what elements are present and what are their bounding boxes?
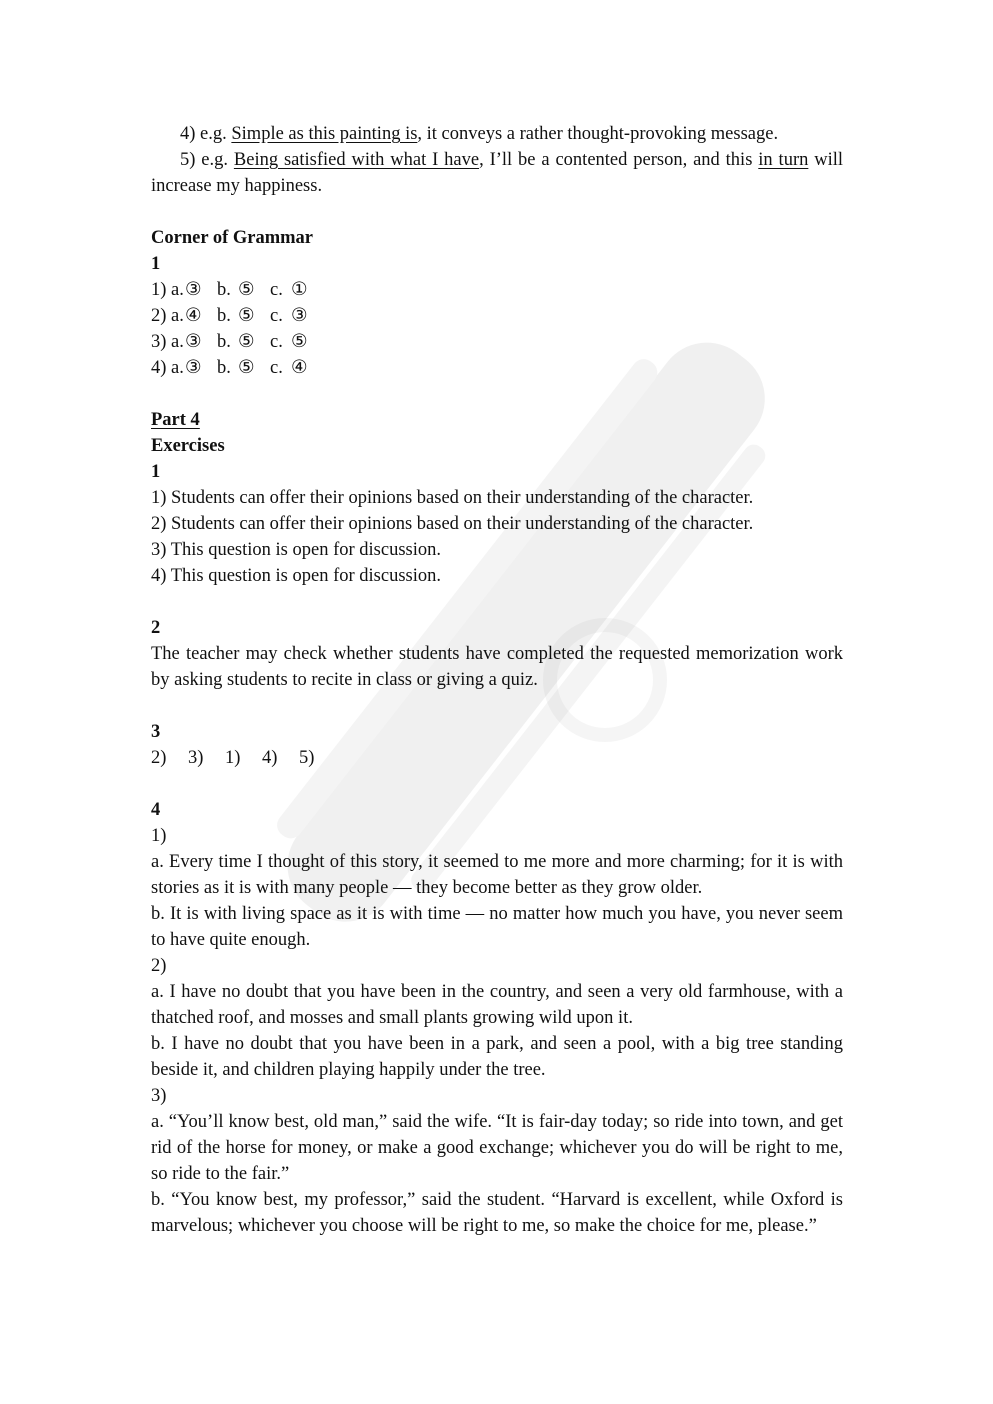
- choice-label: b.: [217, 306, 231, 326]
- grammar-answer-row: [151, 303, 843, 329]
- grammar-answer-list: [151, 277, 843, 381]
- row-label: 1) a.: [151, 280, 184, 300]
- order-item: 3): [188, 748, 204, 768]
- grammar-answer-row: [151, 355, 843, 381]
- choice-label: c.: [270, 358, 283, 378]
- group-label: 1): [151, 826, 167, 846]
- exercise-1-number: 1: [151, 462, 161, 482]
- choice-label: c.: [270, 332, 283, 352]
- group-label: 2): [151, 956, 167, 976]
- answer-c: ①: [291, 280, 308, 300]
- answer-b: ⑤: [238, 306, 255, 326]
- underlined-phrase: in turn: [758, 150, 809, 170]
- exercises-heading: Exercises: [151, 436, 225, 456]
- answer-b: ⑤: [238, 280, 255, 300]
- grammar-answer-row: [151, 277, 843, 303]
- sentence-b: b. I have no doubt that you have been in a park, and seen a pool, with a big tree standing beside it, and children playing happily under the tree.: [151, 1034, 843, 1080]
- row-label: 2) a.: [151, 306, 184, 326]
- grammar-number: 1: [151, 254, 161, 274]
- item-prefix: 5) e.g.: [180, 150, 234, 170]
- sentence-a: a. “You’ll know best, old man,” said the wife. “It is fair-day today; so ride into town, and get rid of the horse for money, or make a good exchange; whichever you do will be right to me, so ride to the fair.”: [151, 1112, 843, 1184]
- answer-b: ⑤: [238, 332, 255, 352]
- intro-item-4: [151, 121, 843, 147]
- list-item: 4) This question is open for discussion.: [151, 566, 441, 586]
- item-text: , I’ll be a contented person, and this: [479, 150, 759, 170]
- choice-label: b.: [217, 280, 231, 300]
- part-heading: Part 4: [151, 410, 200, 430]
- answer-c: ③: [291, 306, 308, 326]
- item-text: , it conveys a rather thought-provoking message.: [417, 124, 779, 144]
- list-item: 3) This question is open for discussion.: [151, 540, 441, 560]
- grammar-heading: Corner of Grammar: [151, 228, 313, 248]
- sentence-b: b. It is with living space as it is with time — no matter how much you have, you never seem to have quite enough.: [151, 904, 843, 950]
- answer-a: ④: [185, 306, 202, 326]
- choice-label: b.: [217, 358, 231, 378]
- order-item: 5): [299, 748, 315, 768]
- exercise-3-number: 3: [151, 722, 161, 742]
- order-item: 1): [225, 748, 241, 768]
- exercise-2-text: The teacher may check whether students have completed the requested memorization work by asking students to recite in class or giving a quiz.: [151, 644, 843, 690]
- list-item: 1) Students can offer their opinions based on their understanding of the character.: [151, 488, 754, 508]
- order-item: 2): [151, 748, 167, 768]
- exercise-3-order: [151, 745, 843, 771]
- answer-c: ④: [291, 358, 308, 378]
- item-text: will increase my happiness.: [151, 150, 844, 196]
- intro-item-5: [151, 147, 843, 199]
- choice-label: b.: [217, 332, 231, 352]
- answer-c: ⑤: [291, 332, 308, 352]
- answer-a: ③: [185, 280, 202, 300]
- sentence-b: b. “You know best, my professor,” said the student. “Harvard is excellent, while Oxford is marvelous; whichever you choose will be right to me, so make the choice for me, please.”: [151, 1190, 843, 1236]
- choice-label: c.: [270, 306, 283, 326]
- answer-a: ③: [185, 332, 202, 352]
- underlined-phrase: Simple as this painting is: [231, 124, 418, 144]
- answer-a: ③: [185, 358, 202, 378]
- underlined-phrase: Being satisfied with what I have: [233, 150, 480, 170]
- order-item: 4): [262, 748, 278, 768]
- exercise-2-number: 2: [151, 618, 161, 638]
- group-label: 3): [151, 1086, 167, 1106]
- sentence-a: a. I have no doubt that you have been in the country, and seen a very old farmhouse, with a thatched roof, and mosses and small plants growing wild upon it.: [151, 982, 843, 1028]
- list-item: 2) Students can offer their opinions based on their understanding of the character.: [151, 514, 754, 534]
- exercise-4-number: 4: [151, 800, 161, 820]
- choice-label: c.: [270, 280, 283, 300]
- answer-page: [151, 121, 843, 1239]
- grammar-answer-row: [151, 329, 843, 355]
- sentence-a: a. Every time I thought of this story, it seemed to me more and more charming; for it is with stories as it is with many people — they become better as they grow older.: [151, 852, 843, 898]
- item-prefix: 4) e.g.: [180, 124, 232, 144]
- row-label: 3) a.: [151, 332, 184, 352]
- answer-b: ⑤: [238, 358, 255, 378]
- row-label: 4) a.: [151, 358, 184, 378]
